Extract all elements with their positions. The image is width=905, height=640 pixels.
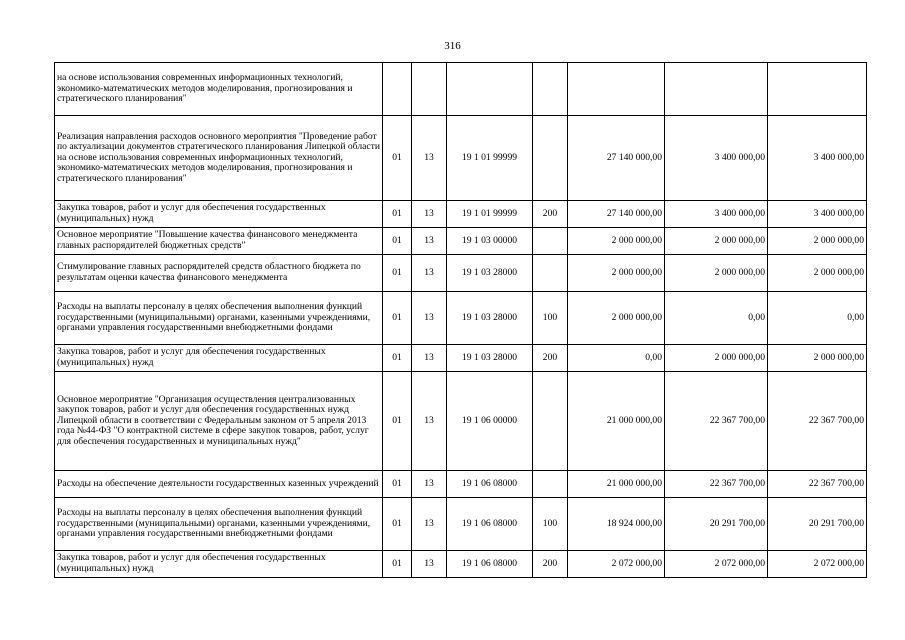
amount-year-3: 2 000 000,00 [768, 228, 867, 255]
ministry-code [383, 63, 412, 116]
article-code: 19 1 06 00000 [447, 372, 533, 471]
amount-year-2: 2 000 000,00 [665, 255, 768, 292]
row-name: Расходы на выплаты персоналу в целях обеспечения выполнения функций государственными (муниципальными) органами, казенными учреждениями, органами управления государственными внебюджетными фондами [55, 498, 383, 551]
table-row [55, 372, 867, 471]
row-name: Расходы на обеспечение деятельности государственных казенных учреждений [55, 471, 383, 498]
ministry-code: 01 [383, 471, 412, 498]
ministry-code: 01 [383, 372, 412, 471]
article-code: 19 1 01 99999 [447, 116, 533, 201]
amount-year-2: 3 400 000,00 [665, 116, 768, 201]
amount-year-3: 22 367 700,00 [768, 471, 867, 498]
ministry-code: 01 [383, 345, 412, 372]
article-code: 19 1 03 00000 [447, 228, 533, 255]
row-name: Стимулирование главных распорядителей средств областного бюджета по результатам оценки качества финансового менеджмента [55, 255, 383, 292]
section-code: 13 [412, 471, 447, 498]
section-code: 13 [412, 551, 447, 578]
amount-year-2: 22 367 700,00 [665, 372, 768, 471]
page-number: 316 [444, 40, 461, 52]
section-code: 13 [412, 255, 447, 292]
table-row [55, 498, 867, 551]
expense-type-code: 200 [533, 201, 568, 228]
amount-year-2: 2 072 000,00 [665, 551, 768, 578]
table-row [55, 551, 867, 578]
amount-year-3 [768, 63, 867, 116]
budget-table [54, 62, 867, 578]
section-code: 13 [412, 292, 447, 345]
article-code [447, 63, 533, 116]
ministry-code: 01 [383, 551, 412, 578]
amount-year-1 [568, 63, 665, 116]
article-code: 19 1 03 28000 [447, 345, 533, 372]
section-code: 13 [412, 201, 447, 228]
amount-year-2: 2 000 000,00 [665, 228, 768, 255]
row-name: Расходы на выплаты персоналу в целях обеспечения выполнения функций государственными (муниципальными) органами, казенными учреждениями, органами управления государственными внебюджетными фондами [55, 292, 383, 345]
section-code: 13 [412, 372, 447, 471]
amount-year-1: 27 140 000,00 [568, 201, 665, 228]
article-code: 19 1 01 99999 [447, 201, 533, 228]
expense-type-code [533, 471, 568, 498]
amount-year-3: 2 072 000,00 [768, 551, 867, 578]
expense-type-code: 200 [533, 551, 568, 578]
amount-year-3: 20 291 700,00 [768, 498, 867, 551]
table-row [55, 255, 867, 292]
expense-type-code [533, 372, 568, 471]
row-name: Реализация направления расходов основного мероприятия "Проведение работ по актуализации документов стратегического планирования Липецкой области на основе использования современных информационных технологий, экономико-математических методов моделирования, прогнозирования и стратегического планирования" [55, 116, 383, 201]
article-code: 19 1 03 28000 [447, 292, 533, 345]
expense-type-code [533, 63, 568, 116]
ministry-code: 01 [383, 201, 412, 228]
amount-year-2 [665, 63, 768, 116]
expense-type-code: 100 [533, 498, 568, 551]
amount-year-3: 22 367 700,00 [768, 372, 867, 471]
amount-year-1: 2 000 000,00 [568, 292, 665, 345]
amount-year-2: 20 291 700,00 [665, 498, 768, 551]
article-code: 19 1 06 08000 [447, 551, 533, 578]
amount-year-1: 2 072 000,00 [568, 551, 665, 578]
amount-year-3: 0,00 [768, 292, 867, 345]
article-code: 19 1 03 28000 [447, 255, 533, 292]
amount-year-1: 18 924 000,00 [568, 498, 665, 551]
row-name: Закупка товаров, работ и услуг для обеспечения государственных (муниципальных) нужд [55, 551, 383, 578]
expense-type-code [533, 116, 568, 201]
ministry-code: 01 [383, 228, 412, 255]
amount-year-2: 3 400 000,00 [665, 201, 768, 228]
row-name: на основе использования современных информационных технологий, экономико-математических методов моделирования, прогнозирования и стратегического планирования" [55, 63, 383, 116]
section-code: 13 [412, 116, 447, 201]
section-code: 13 [412, 345, 447, 372]
table-row [55, 116, 867, 201]
amount-year-3: 3 400 000,00 [768, 116, 867, 201]
table-row [55, 228, 867, 255]
amount-year-3: 2 000 000,00 [768, 255, 867, 292]
amount-year-1: 0,00 [568, 345, 665, 372]
amount-year-2: 0,00 [665, 292, 768, 345]
ministry-code: 01 [383, 292, 412, 345]
amount-year-2: 2 000 000,00 [665, 345, 768, 372]
amount-year-3: 3 400 000,00 [768, 201, 867, 228]
article-code: 19 1 06 08000 [447, 498, 533, 551]
table-row [55, 63, 867, 116]
table-row [55, 201, 867, 228]
section-code: 13 [412, 498, 447, 551]
table-row [55, 471, 867, 498]
table-row [55, 345, 867, 372]
expense-type-code: 200 [533, 345, 568, 372]
section-code: 13 [412, 228, 447, 255]
amount-year-3: 2 000 000,00 [768, 345, 867, 372]
amount-year-2: 22 367 700,00 [665, 471, 768, 498]
table-row [55, 292, 867, 345]
section-code [412, 63, 447, 116]
amount-year-1: 2 000 000,00 [568, 228, 665, 255]
expense-type-code [533, 228, 568, 255]
expense-type-code: 100 [533, 292, 568, 345]
row-name: Закупка товаров, работ и услуг для обеспечения государственных (муниципальных) нужд [55, 345, 383, 372]
ministry-code: 01 [383, 255, 412, 292]
amount-year-1: 2 000 000,00 [568, 255, 665, 292]
row-name: Основное мероприятие "Повышение качества финансового менеджмента главных распорядителей бюджетных средств" [55, 228, 383, 255]
ministry-code: 01 [383, 116, 412, 201]
amount-year-1: 21 000 000,00 [568, 471, 665, 498]
ministry-code: 01 [383, 498, 412, 551]
row-name: Закупка товаров, работ и услуг для обеспечения государственных (муниципальных) нужд [55, 201, 383, 228]
amount-year-1: 27 140 000,00 [568, 116, 665, 201]
article-code: 19 1 06 08000 [447, 471, 533, 498]
amount-year-1: 21 000 000,00 [568, 372, 665, 471]
row-name: Основное мероприятие "Организация осуществления централизованных закупок товаров, работ и услуг для обеспечения государственных нужд Липецкой области в соответствии с Федеральным законом от 5 апреля 2013 года №44-ФЗ "О контрактной системе в сфере закупок товаров, работ, услуг для обеспечения государственных и муниципальных нужд" [55, 372, 383, 471]
expense-type-code [533, 255, 568, 292]
